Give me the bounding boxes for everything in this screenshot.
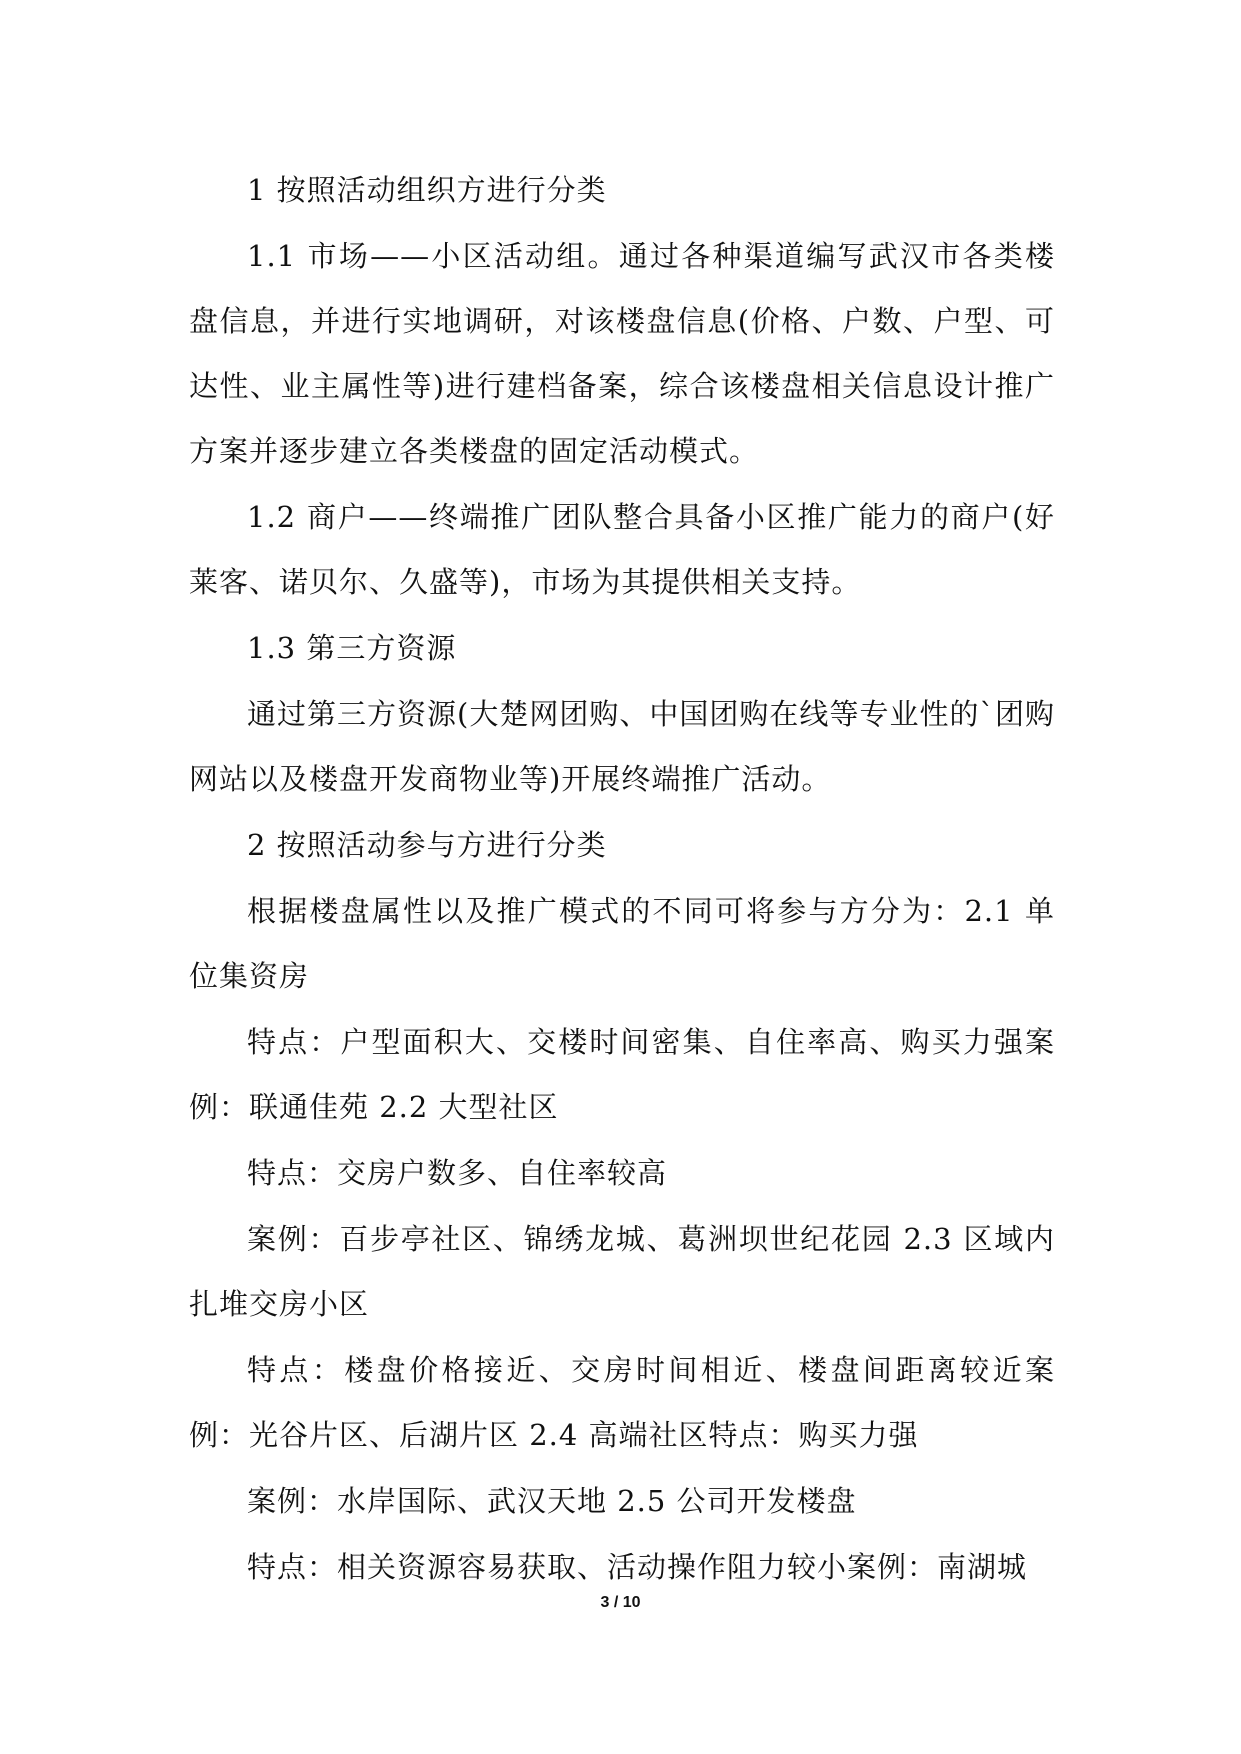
paragraph-12: 案例：水岸国际、武汉天地 2.5 公司开发楼盘 — [247, 1484, 857, 1518]
paragraph-9: 特点：交房户数多、自住率较高 — [247, 1156, 668, 1190]
paragraph-2: 1.1 市场——小区活动组。通过各种渠道编写武汉市各类楼盘信息，并进行实地调研，对该楼盘信息(价格、户数、户型、可达性、业主属性等)进行建档备案，综合该楼盘相关信息设计推广方案并逐步建立各类楼盘的固定活动模式。 — [189, 239, 1055, 468]
paragraph-3: 1.2 商户——终端推广团队整合具备小区推广能力的商户(好莱客、诺贝尔、久盛等)，市场为其提供相关支持。 — [189, 500, 1055, 599]
paragraph-11: 特点：楼盘价格接近、交房时间相近、楼盘间距离较近案例：光谷片区、后湖片区 2.4 高端社区特点：购买力强 — [189, 1353, 1055, 1452]
paragraph-10: 案例：百步亭社区、锦绣龙城、葛洲坝世纪花园 2.3 区域内扎堆交房小区 — [189, 1222, 1055, 1321]
document-body — [189, 158, 1055, 1601]
paragraph-8: 特点：户型面积大、交楼时间密集、自住率高、购买力强案例：联通佳苑 2.2 大型社区 — [189, 1025, 1055, 1124]
paragraph-1: 1 按照活动组织方进行分类 — [247, 173, 607, 207]
paragraph-4: 1.3 第三方资源 — [247, 631, 457, 665]
paragraph-13: 特点：相关资源容易获取、活动操作阻力较小案例：南湖城 — [247, 1550, 1028, 1584]
paragraph-6: 2 按照活动参与方进行分类 — [247, 828, 607, 862]
paragraph-5: 通过第三方资源(大楚网团购、中国团购在线等专业性的`团购网站以及楼盘开发商物业等)开展终端推广活动。 — [189, 697, 1055, 796]
paragraph-7: 根据楼盘属性以及推广模式的不同可将参与方分为：2.1 单位集资房 — [189, 894, 1055, 993]
page-number: 3 / 10 — [600, 1594, 641, 1611]
